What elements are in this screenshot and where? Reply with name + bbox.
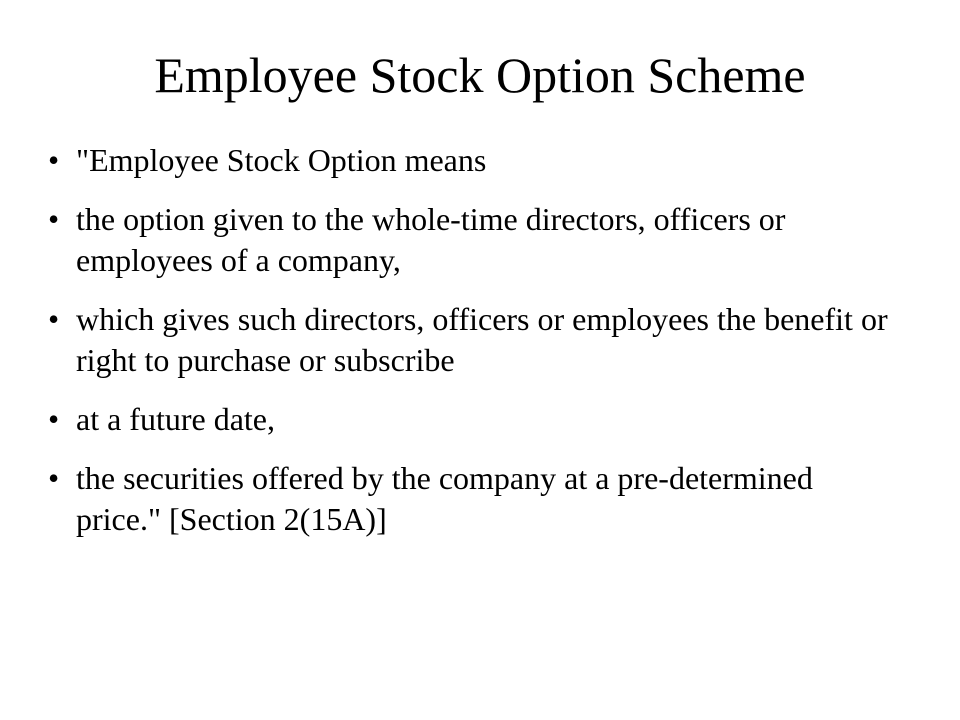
bullet-item [48,458,898,540]
bullet-item [48,140,898,181]
bullet-text: which gives such directors, officers or employees the benefit or right to purchase or subscribe [76,301,888,378]
bullet-dot-icon: • [48,142,60,178]
bullet-item [48,399,898,440]
bullet-dot-icon: • [48,301,60,337]
bullet-item [48,299,898,381]
bullet-dot-icon: • [48,401,60,437]
bullet-dot-icon: • [48,460,60,496]
bullet-item [48,199,898,281]
bullet-text: at a future date, [76,401,275,437]
bullet-text: the option given to the whole-time directors, officers or employees of a company, [76,201,786,278]
bullet-text: "Employee Stock Option means [76,142,487,178]
bullet-dot-icon: • [48,201,60,237]
bullet-text: the securities offered by the company at a pre-determined price." [Section 2(15A)] [76,460,813,537]
bullet-list [48,140,898,558]
slide-title: Employee Stock Option Scheme [154,47,806,103]
